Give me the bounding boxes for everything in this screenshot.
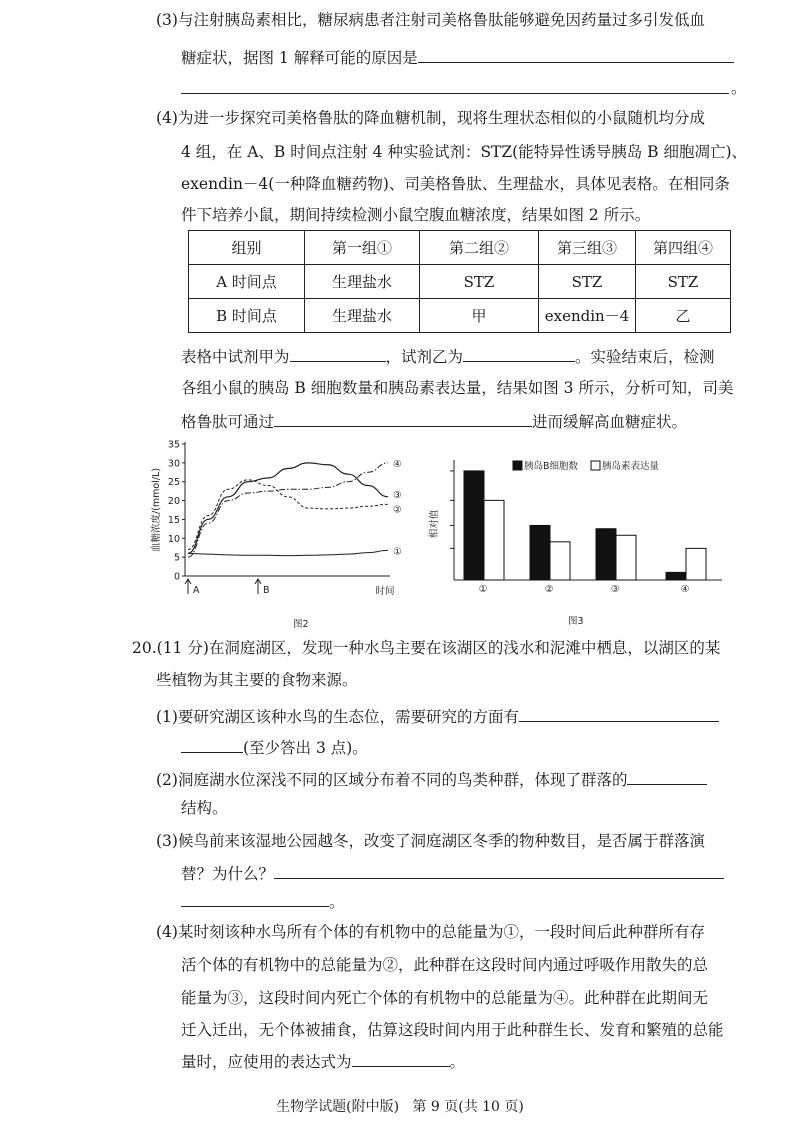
q20-p2-line2: 结构。 (181, 799, 228, 817)
q20-line2: 些植物为其主要的食物来源。 (156, 671, 358, 689)
legend-swatch-insulin (591, 461, 600, 470)
bar-beta-cells (666, 572, 686, 580)
q19-text: ，试剂乙为 (385, 348, 464, 366)
answer-blank-3a[interactable] (418, 46, 734, 63)
table-cell: STZ (539, 265, 636, 299)
table-cell: STZ (420, 265, 539, 299)
answer-blank-yi[interactable] (463, 345, 575, 362)
legend-swatch-cells (513, 461, 522, 470)
q19-p3-line1: (3)与注射胰岛素相比，糖尿病患者注射司美格鲁肽能够避免因药量过多引发低血 (156, 11, 705, 29)
q20-text: 替？为什么？ (181, 865, 275, 883)
table-cell: exendin－4 (539, 299, 636, 333)
y-tick-label: 20 (167, 496, 180, 508)
table-header-row (189, 231, 731, 265)
table-cell: 甲 (420, 299, 539, 333)
q20-text: (1)要研究湖区该种水鸟的生态位，需要研究的方面有 (156, 708, 519, 726)
x-axis-label: 时间 (375, 586, 395, 597)
figure2-series (188, 463, 388, 557)
footer-page: 第 9 页(共 10 页) (412, 1099, 524, 1115)
table-cell: B 时间点 (189, 299, 305, 333)
table-header-cell: 第四组④ (636, 231, 731, 265)
bar-insulin (686, 548, 706, 580)
q19-after-table-line2: 各组小鼠的胰岛 B 细胞数量和胰岛素表达量，结果如图 3 所示，分析可知，司美 (181, 379, 734, 397)
figure3-bars (464, 471, 706, 580)
y-axis-label: 相对值 (429, 509, 440, 539)
q20-text: 量时，应使用的表达式为 (181, 1053, 352, 1071)
answer-blank-3b[interactable] (181, 92, 729, 94)
q20-text: 。 (329, 893, 345, 911)
q20-p4-line2: 活个体的有机物中的总能量为②，此种群在这段时间内通过呼吸作用散失的总 (181, 956, 709, 974)
figure3-bar-chart (420, 452, 740, 636)
figure2-axes (182, 442, 390, 594)
table-header-cell: 第二组② (420, 231, 539, 265)
q20-p1-line2 (181, 736, 368, 758)
q19-text: 表格中试剂甲为 (181, 348, 290, 366)
q20-p3-line3 (181, 890, 345, 912)
bar-insulin (484, 500, 504, 580)
q20-text: (2)洞庭湖水位深浅不同的区域分布着不同的鸟类种群，体现了群落的 (156, 771, 628, 789)
table-cell: STZ (636, 265, 731, 299)
table-cell: 生理盐水 (305, 299, 420, 333)
x-tick-label: ③ (610, 584, 620, 595)
q19-p3-line2 (181, 46, 734, 68)
figure-caption: 图3 (568, 616, 584, 627)
answer-blank-20-2[interactable] (627, 768, 707, 785)
y-tick-label: 0 (173, 571, 180, 583)
legend-label-cells: 胰岛B细胞数 (524, 461, 579, 472)
answer-blank-20-1a[interactable] (519, 705, 719, 722)
bar-beta-cells (464, 471, 484, 580)
table-cell: 生理盐水 (305, 265, 420, 299)
x-tick-label: ① (478, 584, 488, 595)
series-line-4 (188, 463, 388, 557)
q20-p1-line1 (156, 705, 719, 727)
q20-p4-line1: (4)某时刻该种水鸟所有个体的有机物中的总能量为①，一段时间后此种群所有存 (156, 923, 705, 941)
q20-p2-line1 (156, 768, 707, 790)
q20-p3-line2 (181, 862, 724, 884)
table-header-cell: 第一组① (305, 231, 420, 265)
table-cell: 乙 (636, 299, 731, 333)
answer-blank-20-1b[interactable] (181, 736, 243, 753)
table-row (189, 299, 731, 333)
y-tick-label: 30 (167, 458, 180, 470)
figure2-labels (150, 440, 402, 631)
q20-text: 。 (449, 1053, 466, 1071)
x-tick-label: ④ (680, 584, 690, 595)
page-footer (0, 1096, 800, 1116)
q20-text: (至少答出 3 点)。 (243, 739, 368, 757)
bar-insulin (550, 542, 570, 580)
y-axis-label: 血糖浓度/(mmol/L) (151, 467, 162, 553)
series-line-1 (188, 550, 388, 555)
series-label-2: ② (393, 504, 402, 516)
q20-line1: 20.(11 分)在洞庭湖区，发现一种水鸟主要在该湖区的浅水和泥滩中栖息，以湖区的某 (132, 639, 721, 657)
reagent-table (188, 230, 731, 333)
answer-blank-20-4[interactable] (352, 1050, 450, 1067)
q19-p4-line2: 4 组，在 A、B 时间点注射 4 种实验试剂：STZ(能特异性诱导胰岛 B 细胞凋亡)、 (181, 143, 748, 161)
q19-after-table-line3 (181, 410, 687, 432)
q19-text: 格鲁肽可通过 (181, 413, 275, 431)
bar-beta-cells (530, 525, 550, 580)
q19-p3-line2-text: 糖症状，据图 1 解释可能的原因是 (181, 49, 418, 67)
series-label-3: ③ (393, 489, 402, 501)
q20-p4-line5 (181, 1050, 465, 1072)
answer-blank-mechanism[interactable] (274, 410, 532, 427)
y-tick-label: 25 (167, 477, 180, 489)
legend-label-insulin: 胰岛素表达量 (602, 461, 660, 472)
q19-p4-line1: (4)为进一步探究司美格鲁肽的降血糖机制，现将生理状态相似的小鼠随机均分成 (156, 109, 705, 127)
q20-p4-line4: 迁入迁出，无个体被捕食，估算这段时间内用于此种群生长、发育和繁殖的总能 (181, 1021, 724, 1039)
q19-after-table-line1 (181, 345, 715, 367)
table-row (189, 265, 731, 299)
y-tick-label: 35 (167, 439, 180, 451)
q19-p4-line4: 件下培养小鼠，期间持续检测小鼠空腹血糖浓度，结果如图 2 所示。 (181, 206, 651, 224)
q20-p3-line1: (3)候鸟前来该湿地公园越冬，改变了洞庭湖区冬季的物种数目，是否属于群落演 (156, 832, 705, 850)
q20-p4-line3: 能量为③，这段时间内死亡个体的有机物中的总能量为④。此种群在此期间无 (181, 989, 709, 1007)
figure2-line-chart (140, 436, 415, 636)
bar-beta-cells (596, 529, 616, 580)
series-label-4: ④ (393, 458, 402, 470)
y-tick-label: 15 (167, 514, 180, 526)
x-tick-label: ② (544, 584, 554, 595)
table-header-cell: 组别 (189, 231, 305, 265)
table-header-cell: 第三组③ (539, 231, 636, 265)
figure-caption: 图2 (293, 619, 309, 630)
series-line-2 (188, 480, 388, 550)
q19-text: 。实验结束后，检测 (575, 348, 715, 366)
answer-blank-20-3a[interactable] (274, 862, 724, 879)
q19-p4-line3: exendin－4(一种降血糖药物)、司美格鲁肽、生理盐水，具体见表格。在相同条 (181, 175, 730, 193)
time-marker-label: A (193, 585, 200, 596)
footer-title: 生物学试题(附中版) (276, 1099, 400, 1115)
answer-blank-20-3b[interactable] (181, 890, 329, 907)
y-tick-label: 10 (167, 533, 180, 545)
q19-p3-end: 。 (731, 79, 747, 97)
bar-insulin (616, 535, 636, 580)
series-label-1: ① (393, 546, 402, 558)
q19-text: 进而缓解高血糖症状。 (532, 413, 688, 431)
table-cell: A 时间点 (189, 265, 305, 299)
time-marker-label: B (263, 585, 270, 596)
y-tick-label: 5 (173, 552, 180, 564)
answer-blank-jia[interactable] (290, 345, 386, 362)
